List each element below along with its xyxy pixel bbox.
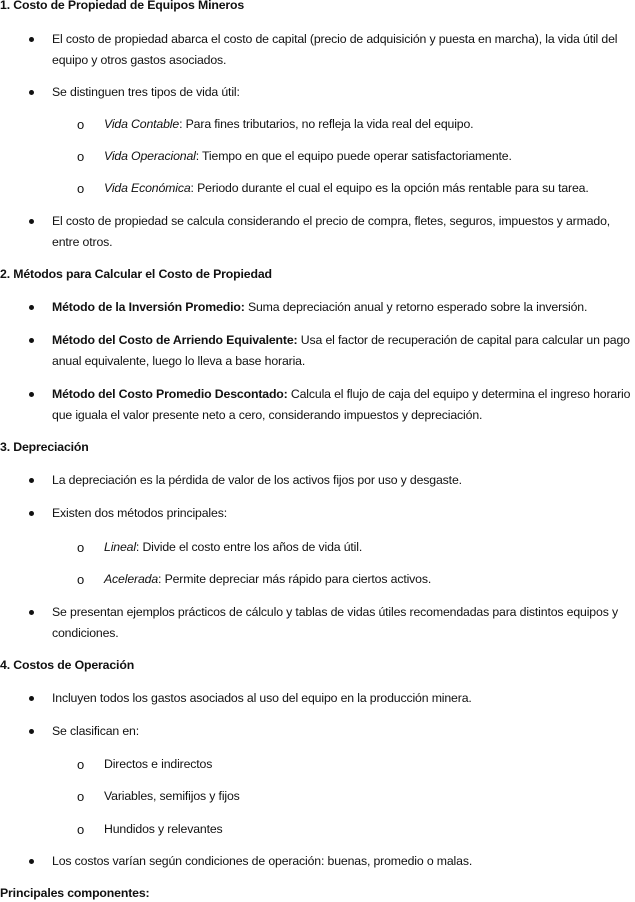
sub-bullet-marker: o — [77, 540, 85, 555]
sub-bullet-marker: o — [77, 822, 85, 837]
list-item — [52, 384, 635, 426]
section-heading-4: 4. Costos de Operación — [0, 658, 135, 672]
sub-list-item — [104, 149, 633, 164]
description: : Tiempo en que el equipo puede operar satisfactoriamente. — [195, 149, 512, 163]
bullet-icon — [28, 392, 36, 400]
list-item: El costo de propiedad abarca el costo de capital (precio de adquisición y puesta en marcha), la vida útil del equipo y otros gastos asociados. — [52, 32, 618, 67]
list-item: El costo de propiedad se calcula considerando el precio de compra, fletes, seguros, impuestos y armado, entre otros. — [52, 214, 611, 249]
bullet-icon — [28, 305, 36, 313]
list-item: Se distinguen tres tipos de vida útil: — [52, 85, 240, 99]
list-item: Los costos varían según condiciones de operación: buenas, promedio o malas. — [52, 854, 473, 868]
bullet-icon — [28, 511, 36, 519]
sub-bullet-marker: o — [77, 117, 85, 132]
term: Método del Costo de Arriendo Equivalente: — [52, 333, 298, 347]
bullet-icon — [28, 859, 36, 867]
description: Suma depreciación anual y retorno esperado sobre la inversión. — [244, 300, 588, 314]
term: Vida Contable — [104, 117, 180, 131]
sub-list-item — [104, 117, 633, 132]
term: Lineal — [104, 540, 136, 554]
sub-list-item — [104, 572, 633, 587]
sub-list-item: Hundidos y relevantes — [104, 822, 223, 836]
sub-list-item: Variables, semifijos y fijos — [104, 789, 240, 803]
section-heading-3: 3. Depreciación — [0, 440, 89, 454]
sub-list-item — [104, 181, 633, 196]
section-heading-2: 2. Métodos para Calcular el Costo de Propiedad — [0, 267, 272, 281]
description: : Divide el costo entre los años de vida útil. — [135, 540, 363, 554]
description: Usa el factor de recuperación de capital para calcular un pago anual equivalente, luego lo lleva a base horaria. — [52, 333, 630, 368]
bullet-icon — [28, 219, 36, 227]
term: Método de la Inversión Promedio: — [52, 300, 245, 314]
bullet-icon — [28, 37, 36, 45]
list-item: La depreciación es la pérdida de valor de los activos fijos por uso y desgaste. — [52, 473, 462, 487]
sub-bullet-marker: o — [77, 789, 85, 804]
description: : Periodo durante el cual el equipo es la opción más rentable para su tarea. — [190, 181, 589, 195]
term: Acelerada — [104, 572, 159, 586]
term: Vida Operacional — [104, 149, 196, 163]
list-item: Incluyen todos los gastos asociados al uso del equipo en la producción minera. — [52, 691, 472, 705]
description: : Para fines tributarios, no refleja la vida real del equipo. — [179, 117, 474, 131]
sub-bullet-marker: o — [77, 149, 85, 164]
section-heading-1: 1. Costo de Propiedad de Equipos Mineros — [0, 0, 245, 12]
sub-bullet-marker: o — [77, 572, 85, 587]
bullet-icon — [28, 338, 36, 346]
term: Método del Costo Promedio Descontado: — [52, 387, 288, 401]
sub-bullet-marker: o — [77, 181, 85, 196]
sub-list-item — [104, 540, 633, 555]
list-item: Se presentan ejemplos prácticos de cálculo y tablas de vidas útiles recomendadas para distintos equipos y condiciones. — [52, 605, 618, 640]
list-item: Se clasifican en: — [52, 724, 139, 738]
bullet-icon — [28, 729, 36, 737]
list-item — [52, 297, 633, 318]
bullet-icon — [28, 610, 36, 618]
bullet-icon — [28, 90, 36, 98]
section-heading-5: Principales componentes: — [0, 886, 150, 900]
sub-list-item: Directos e indirectos — [104, 757, 213, 771]
bullet-icon — [28, 696, 36, 704]
description: : Permite depreciar más rápido para ciertos activos. — [158, 572, 432, 586]
sub-bullet-marker: o — [77, 757, 85, 772]
list-item — [52, 330, 633, 372]
list-item: Existen dos métodos principales: — [52, 506, 227, 520]
term: Vida Económica — [104, 181, 191, 195]
description: Calcula el flujo de caja del equipo y determina el ingreso horario que iguala el valor presente neto a cero, considerando impuestos y depreciación. — [52, 387, 631, 422]
bullet-icon — [28, 478, 36, 486]
